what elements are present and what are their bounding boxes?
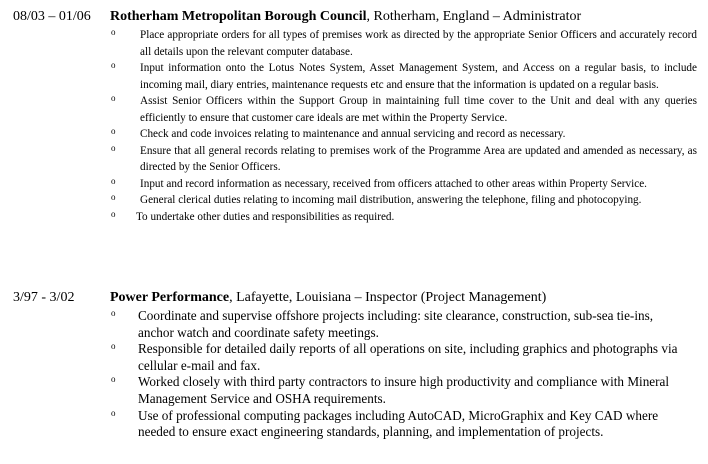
list-item — [0, 192, 708, 209]
list-item — [0, 126, 708, 143]
bullet-icon: o — [111, 175, 116, 186]
list-item-text: Input and record information as necessary, received from officers attached to other areas within Property Service. — [140, 177, 647, 190]
list-item-text: Responsible for detailed daily reports of all operations on site, including graphics and photographs via cellular e-mail and fax. — [138, 341, 678, 373]
list-item-text: Place appropriate orders for all types of premises work as directed by the appropriate Senior Officers and accurately record all details upon the relevant computer database. — [140, 29, 697, 58]
bullet-icon: o — [111, 27, 116, 37]
job-heading — [110, 8, 581, 25]
list-item — [0, 209, 708, 226]
list-item — [0, 308, 708, 341]
employer-name: Rotherham Metropolitan Borough Council — [110, 9, 367, 24]
job-heading — [110, 289, 546, 306]
bullet-icon: o — [111, 341, 116, 352]
list-item-text: To undertake other duties and responsibilities as required. — [136, 210, 395, 223]
list-item-text: General clerical duties relating to incoming mail distribution, answering the telephone, filing and photocopying. — [140, 194, 642, 206]
job-date: 08/03 – 01/06 — [13, 9, 91, 24]
list-item — [0, 60, 708, 93]
bullet-icon: o — [111, 126, 116, 136]
bullet-icon: o — [111, 374, 116, 385]
list-item-text: Worked closely with third party contractors to insure high productivity and compliance with Mineral Management Service and OSHA requirements. — [138, 374, 670, 406]
list-item — [0, 176, 708, 193]
list-item-text: Ensure that all general records relating to premises work of the Programme Area are updated and amended as necessary, as directed by the Senior Officers. — [140, 144, 697, 173]
list-item — [0, 143, 708, 176]
job-details: , Rotherham, England – Administrator — [366, 9, 582, 24]
bullet-icon: o — [111, 60, 116, 70]
employer-name: Power Performance — [110, 290, 230, 305]
job-details: , Lafayette, Louisiana – Inspector (Project Management) — [229, 290, 547, 305]
list-item-text: Use of professional computing packages including AutoCAD, MicroGraphix and Key CAD where needed to ensure exact engineering standards, planning, and implementation of projects. — [138, 407, 659, 440]
list-item — [0, 374, 708, 407]
responsibilities-list — [0, 308, 708, 441]
bullet-icon: o — [111, 142, 116, 153]
job-date: 3/97 - 3/02 — [13, 290, 75, 305]
responsibilities-list — [0, 27, 708, 225]
list-item — [0, 408, 708, 441]
list-item-text: Check and code invoices relating to maintenance and annual servicing and record as necessary. — [140, 128, 566, 140]
list-item-text: Assist Senior Officers within the Support Group in maintaining full time cover to the Unit and deal with any queries efficiently to ensure that customer care ideals are met within the Property Service. — [140, 95, 697, 124]
bullet-icon: o — [111, 93, 116, 103]
bullet-icon: o — [111, 208, 116, 219]
bullet-icon: o — [111, 407, 116, 418]
bullet-icon: o — [111, 308, 116, 318]
list-item-text: Input information onto the Lotus Notes System, Asset Management System, and Access on a regular basis, to include incoming mail, diary entries, maintenance requests etc and ensure that the information is updated on a regular basis. — [140, 62, 697, 91]
list-item — [0, 27, 708, 60]
list-item — [0, 341, 708, 374]
bullet-icon: o — [111, 192, 116, 202]
list-item — [0, 93, 708, 126]
list-item-text: Coordinate and supervise offshore projects including: site clearance, construction, sub-sea tie-ins, anchor watch and coordinate safety meetings. — [138, 308, 654, 340]
